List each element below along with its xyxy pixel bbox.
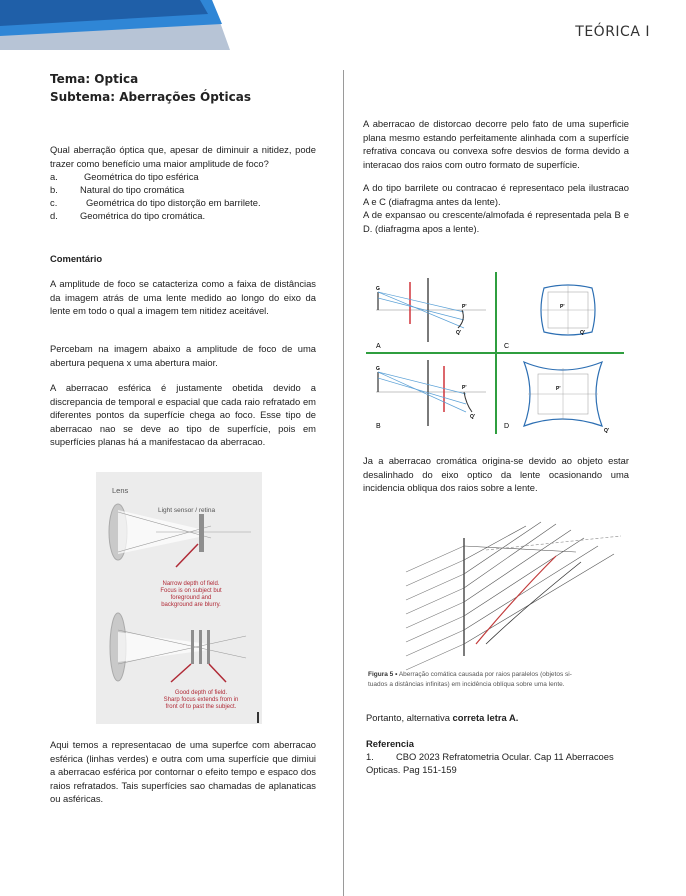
option-c-letter: c. — [50, 197, 58, 208]
svg-text:G: G — [376, 366, 380, 372]
distortion-paragraph: A aberracao de distorcao decorre pelo fato de uma superficie plana mesmo estando perfeitamente alinhada com a superfície refrativa concava ou convexa sofre desvios de forma devido a interacao dos raios com outro formato de superfície. — [363, 118, 629, 170]
header-banner — [0, 0, 240, 52]
svg-text:P': P' — [560, 304, 565, 310]
option-b — [50, 183, 184, 196]
theme-title: Tema: Optica — [50, 72, 139, 86]
diagram-d — [504, 362, 609, 434]
svg-text:Q': Q' — [580, 330, 586, 336]
svg-text:Q': Q' — [604, 428, 610, 434]
depth-of-field-figure — [96, 472, 262, 724]
option-a-text: Geométrica do tipo esférica — [84, 171, 199, 182]
svg-text:P': P' — [462, 304, 467, 310]
distortion-figure — [366, 272, 624, 434]
svg-text:B: B — [376, 423, 381, 430]
diagram-b — [376, 360, 486, 430]
svg-text:front of to past the subject.: front of to past the subject. — [165, 704, 237, 710]
svg-text:Good depth of field.: Good depth of field. — [174, 690, 228, 696]
chromatic-paragraph: Ja a aberracao cromática origina-se devido ao objeto estar desalinhado do eixo optico da lente ocasionando uma incidencia obliqua dos raios sobre a lente. — [363, 455, 629, 493]
svg-text:background are blurry.: background are blurry. — [161, 602, 221, 608]
svg-text:G: G — [376, 286, 380, 292]
option-c — [50, 196, 261, 209]
refracted-rays — [464, 522, 614, 644]
conclusion: Portanto, alternativa correta letra A. — [366, 712, 519, 723]
reference-heading: Referencia — [366, 738, 414, 749]
svg-text:Q': Q' — [456, 330, 462, 336]
option-d-letter: d. — [50, 210, 58, 221]
reference-item — [366, 750, 632, 776]
diagram-a — [376, 278, 486, 350]
comment-paragraph-1: A amplitude de foco se catacteriza como a faixa de distâncias da imagem atrás de uma lente medido ao longo do eixo da lente em todo o qual a imagem tem nitidez aceitável. — [50, 278, 316, 316]
option-d-text: Geométrica do tipo cromática. — [80, 210, 206, 221]
svg-text:P': P' — [556, 386, 561, 392]
sensor-label: Light sensor / retina — [158, 507, 216, 514]
sensor-top — [199, 514, 204, 552]
comment-heading: Comentário — [50, 253, 103, 264]
pincushion-paragraph: A de expansao ou crescente/almofada é representada pela B e D. (diafragma apos a lente). — [363, 209, 629, 234]
reference-text: CBO 2023 Refratometria Ocular. Cap 11 Aberracoes Opticas. Pag 151-159 — [366, 751, 614, 775]
incoming-rays — [406, 546, 464, 670]
good-caption — [164, 690, 239, 710]
option-d — [50, 209, 205, 222]
diagram-c — [504, 285, 595, 350]
coma-caustic — [476, 556, 556, 644]
lens-label: Lens — [112, 486, 129, 495]
svg-text:D: D — [504, 423, 510, 430]
correct-answer: correta letra A. — [452, 712, 519, 723]
svg-text:foreground and: foreground and — [170, 595, 212, 601]
section-title: TEÓRICA I — [575, 24, 650, 40]
svg-text:C: C — [504, 343, 510, 350]
svg-text:Focus is on subject but: Focus is on subject but — [160, 588, 222, 594]
svg-text:Q': Q' — [470, 414, 476, 420]
question-text: Qual aberração óptica que, apesar de diminuir a nitidez, pode trazer como benefício uma maior amplitude de foco? — [50, 144, 316, 169]
svg-text:A: A — [376, 343, 381, 350]
theme-block — [50, 70, 251, 106]
subtheme-title: Subtema: Aberrações Ópticas — [50, 90, 251, 104]
option-b-letter: b. — [50, 184, 58, 195]
option-a — [50, 170, 199, 183]
svg-text:Sharp focus extends from in: Sharp focus extends from in — [163, 697, 239, 703]
option-b-text: Natural do tipo cromática — [80, 184, 185, 195]
svg-text:P': P' — [462, 385, 467, 391]
comment-paragraph-3: A aberracao esférica é justamente obetida devido a discrepancia de temporal e espacial que cada raio refratado em diferentes pontos da superfície chega ao foco. Esse tipo de aberracao nao se deve ao tipo de superfície, pois em superfícies planas há a manifestacao da aberracao. — [50, 382, 316, 447]
coma-caption-line-1: Figura 5 • Aberração comática causada por raios paralelos (objetos si- — [368, 671, 572, 678]
option-c-text: Geométrica do tipo distorção em barrilete. — [86, 197, 261, 208]
barrel-paragraph: A do tipo barrilete ou contracao é representaco pela ilustracao A e C (diafragma antes da lente). — [363, 182, 629, 207]
comment-paragraph-4: Aqui temos a representacao de uma superfce com aberracao esférica (linhas verdes) e outra com uma superfície que dimiui a aberracao esférica por contornar o efeito tempo e espaco dos raios refratados. Tais superfícies sao chamadas de aplanaticas ou asféricas. — [50, 739, 316, 804]
reference-number: 1. — [366, 751, 374, 762]
option-a-letter: a. — [50, 171, 58, 182]
coma-caption-line-2: tuados a distâncias infinitas) em incidência oblíqua sobre uma lente. — [368, 681, 565, 688]
column-divider — [343, 70, 344, 896]
coma-figure — [366, 516, 628, 708]
svg-text:Narrow depth of field.: Narrow depth of field. — [162, 581, 220, 587]
comment-paragraph-2: Percebam na imagem abaixo a amplitude de foco de uma abertura pequena x uma abertura maior. — [50, 343, 316, 368]
